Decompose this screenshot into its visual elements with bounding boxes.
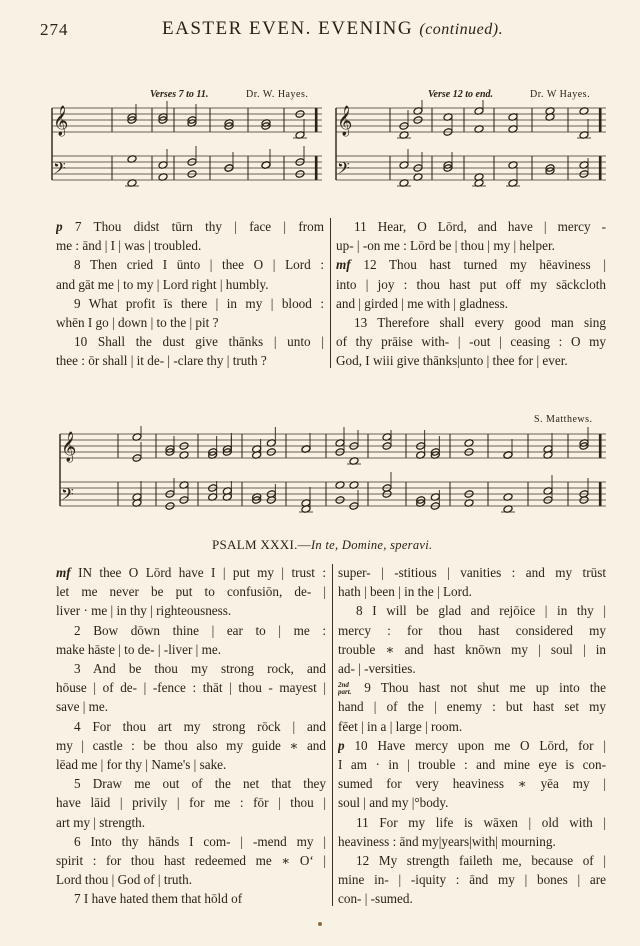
dynamic-marking: p [338, 737, 345, 753]
verse-text: up- | -on me : Lōrd be | thou | my | helper. [336, 238, 555, 254]
verse-line [338, 813, 606, 832]
verse-line [56, 755, 326, 774]
verse-line [336, 217, 606, 236]
verse-text: 12 My strength faileth me, because of | [356, 853, 606, 869]
verse-line [56, 813, 326, 832]
column-divider [332, 564, 333, 906]
verse-text: spirit : for thou hast redeemed me ∗ O‘ | [56, 853, 326, 869]
verse-line [56, 640, 326, 659]
chant-b-verses: Verse 12 to end. [428, 89, 493, 100]
dynamic-marking: mf [56, 565, 71, 580]
chant-c-score [56, 426, 608, 522]
verse-text: trouble ∗ and hast knōwn my | soul | in [338, 641, 606, 657]
chant-a-score [48, 100, 324, 190]
title-main: EASTER EVEN. EVENING [162, 18, 414, 39]
verse-line [336, 313, 606, 332]
verse-line [338, 755, 606, 774]
verse-text: sumed for very heaviness ∗ yēa my | [338, 776, 606, 792]
verse-line [56, 889, 326, 908]
verse-line [338, 621, 606, 640]
verse-text: heaviness : ānd my|years|with| mourning. [338, 833, 556, 849]
chant-a-verses: Verses 7 to 11. [150, 89, 209, 100]
verse-line [336, 255, 606, 274]
verse-line [56, 563, 326, 582]
verse-text: 5 Draw me out of the net that they [74, 776, 326, 792]
verse-line [56, 275, 324, 294]
psalm-title: PSALM XXXI.—In te, Domine, speravi. [212, 537, 433, 552]
verse-line [56, 236, 324, 255]
verse-text: IN thee O Lōrd have I | put my | trust : [78, 565, 326, 580]
chant-b-score [332, 100, 608, 190]
section2-right-column [338, 563, 606, 909]
clef-icon: 𝄞 [53, 106, 69, 136]
clef-icon: 𝄢 [337, 158, 350, 182]
verse-line [56, 697, 326, 716]
verse-text: and gāt me | to my | Lord right | humbly. [56, 276, 269, 292]
verse-line [56, 294, 324, 313]
verse-line [56, 217, 324, 236]
verse-line [56, 601, 326, 620]
verse-line [56, 774, 326, 793]
verse-text: 8 Then cried I ūnto | thee O | Lord : [74, 257, 324, 273]
clef-icon: 𝄢 [53, 158, 66, 182]
verse-text: 9 What profit īs there | in my | blood : [74, 295, 324, 311]
verse-line [338, 870, 606, 889]
verse-text: hath | been | in the | Lord. [338, 584, 472, 600]
verse-text: 2 Bow dōwn thine | ear to | me : [74, 622, 326, 638]
verse-text: 11 Hear, O Lōrd, and have | mercy - [354, 219, 606, 234]
verse-line [56, 870, 326, 889]
verse-text: have lāid | privily | for me : fōr | thou | [56, 795, 326, 811]
verse-text: thee : ōr shall | it de- | -clare thy | truth ? [56, 353, 267, 369]
verse-text: lēad me | for thy | Name's | sake. [56, 757, 227, 773]
clef-icon: 𝄞 [337, 106, 353, 136]
verse-text: hōuse | of de- | -fence : thāt | thou - mayest | [56, 680, 326, 696]
page-number: 274 [40, 20, 69, 39]
verse-line [338, 640, 606, 659]
verse-text: mine in- | -iquity : ānd my | bones | are [338, 872, 606, 888]
verse-line [56, 621, 326, 640]
verse-line [338, 736, 606, 755]
verse-line [336, 294, 606, 313]
verse-line [338, 793, 606, 812]
verse-line [338, 678, 606, 697]
verse-text: whēn I go | down | to the | pit ? [56, 315, 219, 331]
verse-text: 8 I will be glad and rejōice | in thy | [356, 603, 606, 619]
verse-text: 10 Shall the dust give thānks | unto | [74, 334, 324, 350]
verse-text: super- | -stitious | vanities : and my trūst [338, 565, 606, 580]
clef-icon: 𝄞 [61, 432, 77, 462]
verse-line [338, 601, 606, 620]
footer-ornament [318, 922, 322, 926]
verse-text: God, I wiii give thānks|unto | thee for | ever. [336, 353, 568, 369]
verse-text: Lord thou | God of | truth. [56, 872, 193, 888]
verse-line [56, 736, 326, 755]
verse-text: art my | strength. [56, 814, 146, 830]
verse-line [56, 717, 326, 736]
verse-line [336, 351, 606, 370]
dynamic-marking: 2nd part. [338, 681, 352, 697]
verse-text: 10 Have mercy upon me O Lōrd, for | [354, 737, 606, 753]
verse-line [338, 697, 606, 716]
verse-line [56, 678, 326, 697]
verse-text: hand | of the | enemy : but hast set my [338, 699, 606, 715]
section2-left-column [56, 563, 326, 909]
verse-line [56, 793, 326, 812]
page-title [162, 18, 503, 40]
verse-text: 6 Into thy hānds I com- | -mend my | [74, 833, 326, 849]
page-header [40, 18, 600, 44]
verse-text: soul | and my |°body. [338, 795, 449, 811]
verse-text: 3 And be thou my strong rock, and [74, 661, 326, 677]
verse-line [56, 313, 324, 332]
verse-line [336, 236, 606, 255]
verse-line [56, 659, 326, 678]
verse-line [56, 255, 324, 274]
chant-c-composer: S. Matthews. [534, 414, 593, 425]
verse-line [56, 332, 324, 351]
verse-text: mercy : for thou hast considered my [338, 622, 606, 638]
psalm-incipit: In te, Domine, speravi. [310, 538, 433, 552]
clef-icon: 𝄢 [61, 484, 74, 508]
verse-text: I am · in | trouble : and mine eye is con- [338, 757, 606, 773]
verse-text: 13 Therefore shall every good man sing [354, 315, 606, 331]
column-divider [330, 218, 331, 368]
verse-line [56, 851, 326, 870]
verse-line [338, 717, 606, 736]
chant-b-composer: Dr. W Hayes. [530, 89, 591, 100]
verse-text: 7 Thou didst tūrn thy | face | from [74, 219, 324, 234]
verse-line [56, 582, 326, 601]
verse-line [336, 275, 606, 294]
section1-left-column [56, 217, 324, 371]
verse-text: 9 Thou hast not shut me up into the [364, 680, 606, 696]
verse-text: make hāste | to de- | -liver | me. [56, 641, 222, 657]
verse-text: and | girded | me with | gladness. [336, 295, 508, 311]
section1-right-column [336, 217, 606, 371]
verse-line [336, 332, 606, 351]
verse-line [338, 851, 606, 870]
verse-text: 7 I have hated them that hōld of [74, 891, 243, 907]
verse-line [338, 563, 606, 582]
verse-line [56, 351, 324, 370]
verse-text: of thy prāise with- | -out | ceasing : O my [336, 334, 606, 350]
verse-text: me : ānd | I | was | troubled. [56, 238, 202, 254]
verse-text: let me never be put to confusiōn, de- | [56, 584, 326, 600]
verse-line [338, 889, 606, 908]
psalm-number: PSALM XXXI. [212, 537, 298, 552]
verse-text: my | castle : be thou also my guide ∗ and [56, 737, 326, 753]
verse-line [338, 582, 606, 601]
verse-line [56, 832, 326, 851]
verse-text: liver · me | in thy | righteousness. [56, 603, 232, 619]
dynamic-marking: p [56, 219, 63, 234]
dynamic-marking: mf [336, 257, 351, 273]
verse-text: fēet | in a | large | room. [338, 718, 463, 734]
verse-text: ad- | -versities. [338, 661, 416, 677]
chant-a-composer: Dr. W. Hayes. [246, 89, 309, 100]
verse-text: con- | -sumed. [338, 891, 413, 907]
verse-text: 4 For thou art my strong rōck | and [74, 718, 326, 734]
verse-line [338, 774, 606, 793]
verse-line [338, 832, 606, 851]
verse-text: 11 For my life is wāxen | old with | [356, 814, 606, 830]
title-continued: (continued). [419, 21, 504, 38]
verse-text: save | me. [56, 699, 109, 715]
verse-text: into | joy : thou hast put off my sāckcloth [336, 276, 606, 292]
verse-line [338, 659, 606, 678]
verse-text: 12 Thou hast turned my hēaviness | [363, 257, 606, 273]
